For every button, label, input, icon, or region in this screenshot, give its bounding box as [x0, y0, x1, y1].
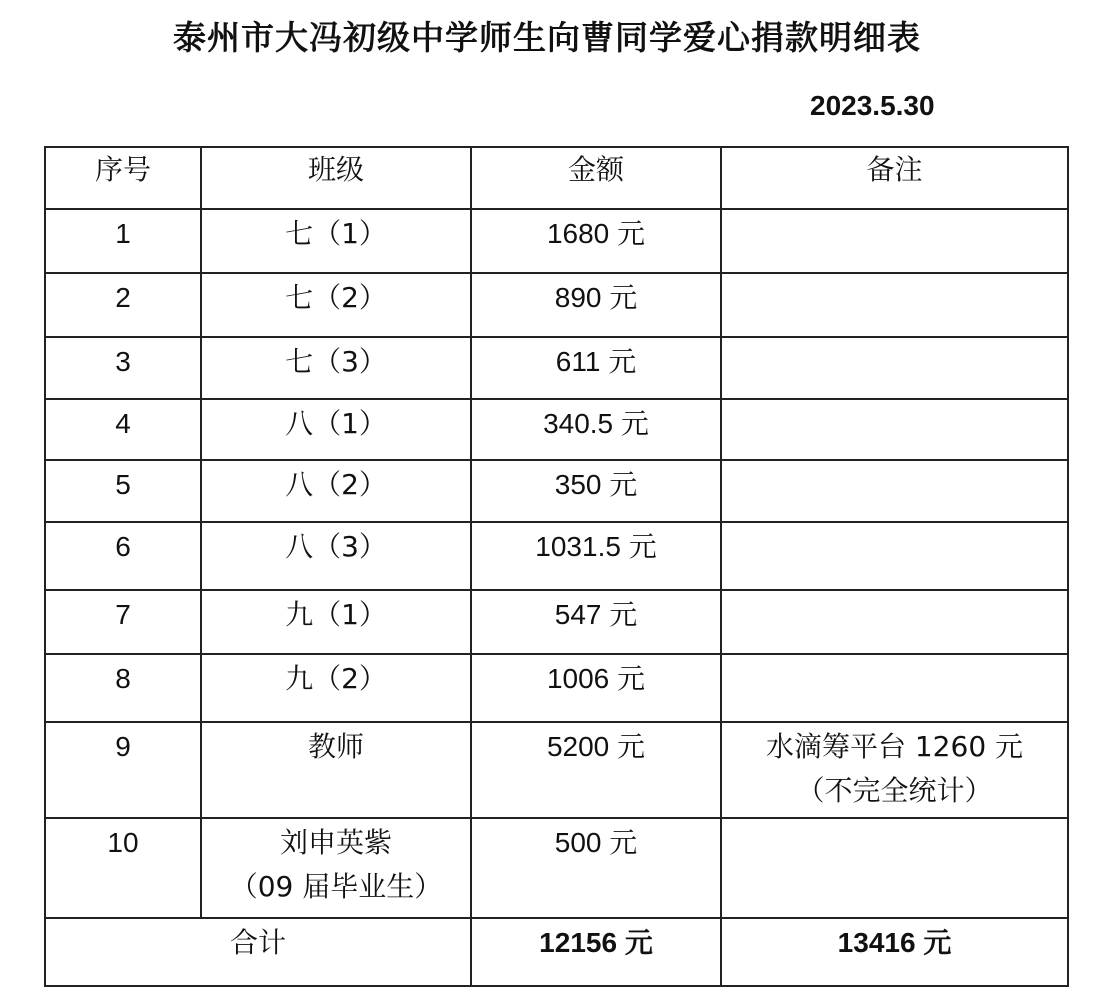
row-note: [721, 722, 1068, 818]
date-label: 2023.5.30: [810, 90, 935, 121]
row-amount: 1680 元: [471, 209, 721, 273]
table-row: [45, 399, 1068, 460]
row-class: 八（2）: [201, 460, 471, 522]
row-note: [721, 654, 1068, 722]
table-header-row: [45, 147, 1068, 209]
row-amount: 350 元: [471, 460, 721, 522]
table-row: [45, 460, 1068, 522]
total-amount: 12156 元: [471, 918, 721, 986]
row-class-line1: 教师: [307, 730, 364, 763]
row-amount: 1006 元: [471, 654, 721, 722]
row-amount: 500 元: [471, 818, 721, 918]
row-no: 2: [45, 273, 201, 337]
row-class: [201, 818, 471, 918]
row-amount: 1031.5 元: [471, 522, 721, 590]
row-no: 4: [45, 399, 201, 460]
total-row: [45, 918, 1068, 986]
row-no: 6: [45, 522, 201, 590]
table-row: [45, 818, 1068, 918]
table-row: [45, 654, 1068, 722]
row-no: 7: [45, 590, 201, 654]
row-amount: 611 元: [471, 337, 721, 399]
row-no: 1: [45, 209, 201, 273]
row-class-line1: 刘申英紫: [279, 826, 392, 859]
table-row: [45, 337, 1068, 399]
row-amount: 5200 元: [471, 722, 721, 818]
row-no: 8: [45, 654, 201, 722]
row-class: 八（1）: [201, 399, 471, 460]
total-label: 合计: [45, 918, 471, 986]
row-note: [721, 273, 1068, 337]
row-class: 九（2）: [201, 654, 471, 722]
row-note: [721, 209, 1068, 273]
row-no: 9: [45, 722, 201, 818]
header-no: 序号: [45, 147, 201, 209]
row-class: [201, 722, 471, 818]
row-class: 七（3）: [201, 337, 471, 399]
row-class: 八（3）: [201, 522, 471, 590]
table-row: [45, 209, 1068, 273]
table-row: [45, 590, 1068, 654]
donation-table: [44, 146, 1069, 987]
row-note: [721, 460, 1068, 522]
row-no: 10: [45, 818, 201, 918]
table-row: [45, 522, 1068, 590]
header-note: 备注: [721, 147, 1068, 209]
row-amount: 340.5 元: [471, 399, 721, 460]
header-amount: 金额: [471, 147, 721, 209]
row-note-line1: 水滴筹平台 1260 元: [765, 730, 1024, 763]
row-no: 5: [45, 460, 201, 522]
row-note: [721, 818, 1068, 918]
row-note: [721, 399, 1068, 460]
row-note: [721, 337, 1068, 399]
row-class: 七（1）: [201, 209, 471, 273]
row-note: [721, 590, 1068, 654]
row-note-line1: [722, 819, 1067, 821]
row-note-line2: （不完全统计）: [796, 774, 993, 807]
row-class-line2: （09 届毕业生）: [229, 870, 443, 903]
row-class: 七（2）: [201, 273, 471, 337]
grand-total: 13416 元: [721, 918, 1068, 986]
row-no: 3: [45, 337, 201, 399]
table-row: [45, 273, 1068, 337]
row-note: [721, 522, 1068, 590]
row-class: 九（1）: [201, 590, 471, 654]
page-title: 泰州市大冯初级中学师生向曹同学爱心捐款明细表: [173, 18, 921, 57]
row-amount: 890 元: [471, 273, 721, 337]
table-row: [45, 722, 1068, 818]
header-class: 班级: [201, 147, 471, 209]
row-amount: 547 元: [471, 590, 721, 654]
